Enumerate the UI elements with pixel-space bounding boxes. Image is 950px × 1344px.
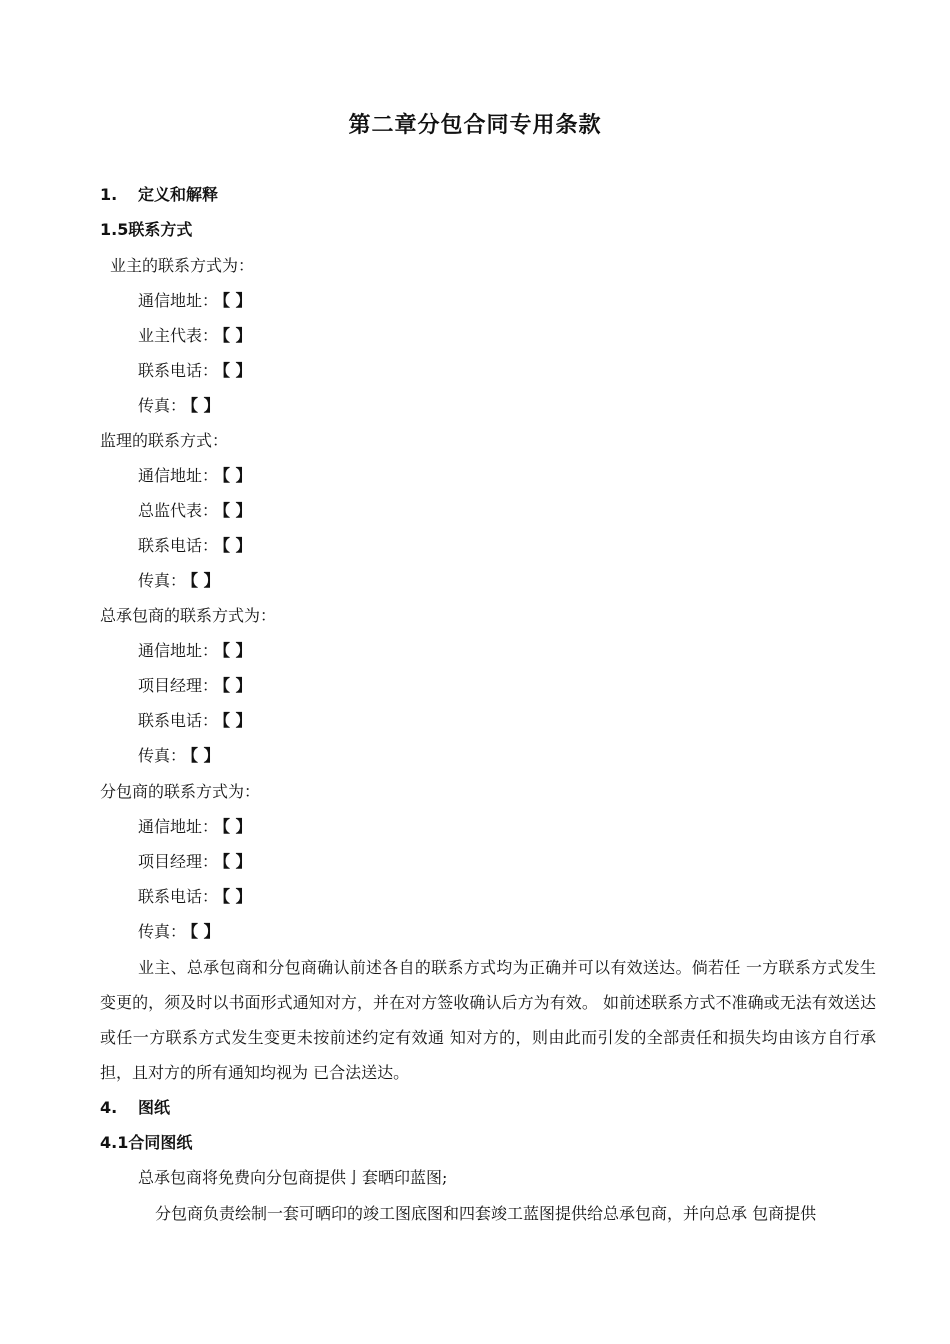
section-number: 4. <box>100 1098 118 1117</box>
field-label: 通信地址： <box>138 641 219 660</box>
contractor-phone <box>138 711 252 731</box>
field-value: 【 】 <box>222 676 252 695</box>
supervisor-representative <box>138 501 252 521</box>
owner-fax <box>138 396 220 416</box>
field-value: 【 】 <box>222 536 252 555</box>
contractor-address <box>138 641 252 661</box>
field-label: 联系电话： <box>138 887 219 906</box>
subcontractor-contact-header: 分包商的联系方式为： <box>100 782 261 801</box>
subcontractor-phone <box>138 887 252 907</box>
contractor-contact-header: 总承包商的联系方式为： <box>100 606 277 625</box>
field-value: 【 】 <box>222 326 252 345</box>
field-label: 总监代表： <box>138 501 219 520</box>
field-label: 项目经理： <box>138 676 219 695</box>
field-label: 传真： <box>138 396 187 415</box>
field-label: 联系电话： <box>138 711 219 730</box>
confirmation-paragraph: 业主、总承包商和分包商确认前述各自的联系方式均为正确并可以有效送达。倘若任 一方联系方式发生变更的，须及时以书面形式通知对方，并在对方签收确认后方为有效。 如前述联系方式不准确或无法有效送达或任一方联系方式发生变更未按前述约定有效通 知对方的，则由此而引发的全部责任和损失均由该方自行承担，且对方的所有通知均视为 已合法送达。 <box>100 958 876 1082</box>
owner-phone <box>138 361 252 381</box>
subsection-1-5-heading: 1.5联系方式 <box>100 220 193 239</box>
page-title: 第二章分包合同专用条款 <box>348 113 602 138</box>
subcontractor-project-manager <box>138 852 252 872</box>
field-value: 【 】 <box>222 711 252 730</box>
field-value: 【 】 <box>222 817 252 836</box>
field-label: 传真： <box>138 571 187 590</box>
owner-contact-header: 业主的联系方式为： <box>110 256 255 275</box>
field-value: 【 】 <box>222 852 252 871</box>
section-4-heading <box>100 1098 170 1118</box>
field-label: 联系电话： <box>138 536 219 555</box>
subcontractor-address <box>138 817 252 837</box>
owner-representative <box>138 326 252 346</box>
field-label: 联系电话： <box>138 361 219 380</box>
supervisor-phone <box>138 536 252 556</box>
field-value: 【 】 <box>222 466 252 485</box>
contractor-project-manager <box>138 676 252 696</box>
field-label: 通信地址： <box>138 466 219 485</box>
field-label: 通信地址： <box>138 817 219 836</box>
field-value: 【 】 <box>222 291 252 310</box>
field-label: 传真： <box>138 746 187 765</box>
drawings-line-2: 分包商负责绘制一套可晒印的竣工图底图和四套竣工蓝图提供给总承包商，并向总承 包商提供 <box>155 1204 817 1223</box>
field-label: 通信地址： <box>138 291 219 310</box>
field-label: 业主代表： <box>138 326 219 345</box>
supervisor-address <box>138 466 252 486</box>
owner-address <box>138 291 252 311</box>
field-value: 【 】 <box>222 641 252 660</box>
section-title: 定义和解释 <box>138 185 219 204</box>
contractor-fax <box>138 746 220 766</box>
subsection-4-1-heading: 4.1合同图纸 <box>100 1133 193 1152</box>
supervisor-fax <box>138 571 220 591</box>
field-value: 【 】 <box>190 922 220 941</box>
field-value: 【 】 <box>222 501 252 520</box>
field-value: 【 】 <box>222 887 252 906</box>
field-label: 传真： <box>138 922 187 941</box>
section-number: 1. <box>100 185 118 204</box>
drawings-line-1: 总承包商将免费向分包商提供亅套晒印蓝图; <box>138 1168 448 1187</box>
supervisor-contact-header: 监理的联系方式： <box>100 431 229 450</box>
field-value: 【 】 <box>222 361 252 380</box>
field-value: 【 】 <box>190 571 220 590</box>
subcontractor-fax <box>138 922 220 942</box>
field-label: 项目经理： <box>138 852 219 871</box>
field-value: 【 】 <box>190 746 220 765</box>
field-value: 【 】 <box>190 396 220 415</box>
section-title: 图纸 <box>138 1098 171 1117</box>
section-1-heading <box>100 185 218 205</box>
